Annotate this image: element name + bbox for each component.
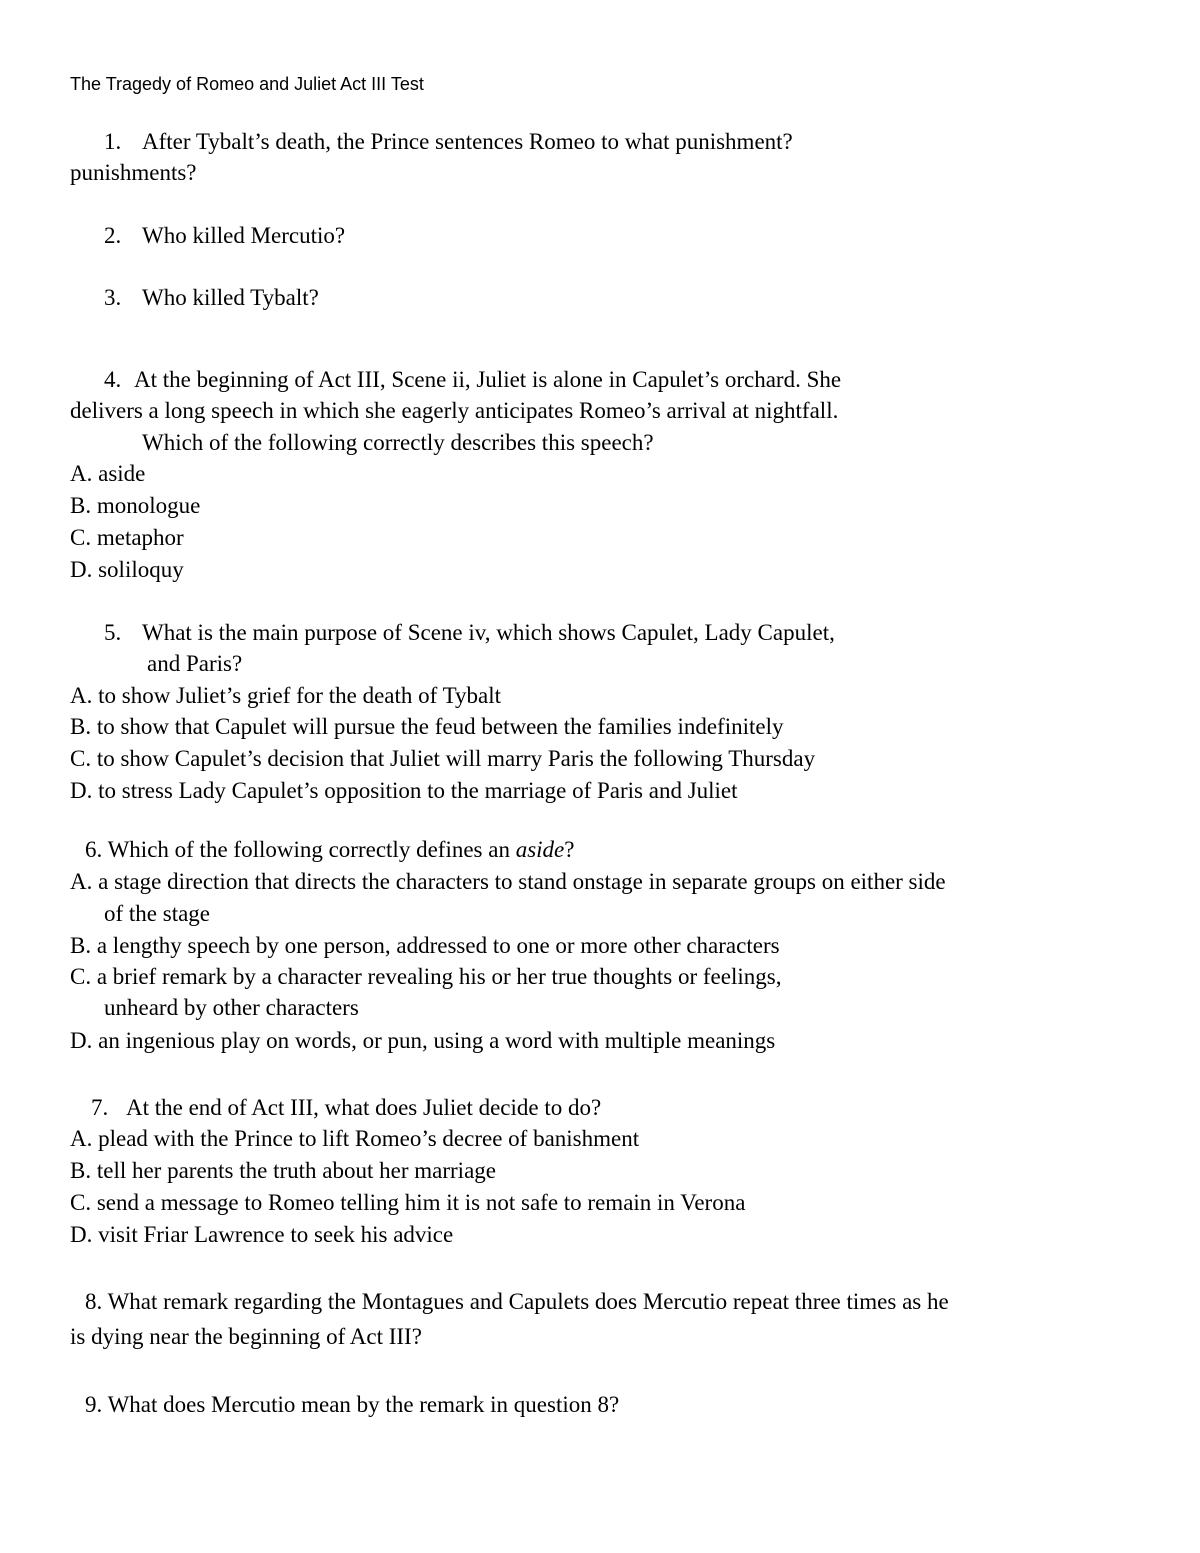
question-7-option-c: C. send a message to Romeo telling him it is not safe to remain in Verona <box>70 1190 746 1215</box>
question-8-prompt <box>85 1288 949 1316</box>
question-4-text-line2: delivers a long speech in which she eagerly anticipates Romeo’s arrival at nightfall. <box>70 398 839 423</box>
question-7-option-d: D. visit Friar Lawrence to seek his advice <box>70 1222 454 1247</box>
question-6-option-d: D. an ingenious play on words, or pun, using a word with multiple meanings <box>70 1028 776 1053</box>
question-1-number: 1. <box>104 129 122 154</box>
question-6-number: 6. <box>85 837 103 862</box>
question-3-number: 3. <box>104 285 122 310</box>
question-5-text: What is the main purpose of Scene iv, which shows Capulet, Lady Capulet, <box>142 620 835 645</box>
question-1-continuation: punishments? <box>70 160 197 185</box>
question-4-option-b: B. monologue <box>70 493 201 518</box>
question-7-option-b: B. tell her parents the truth about her marriage <box>70 1158 496 1183</box>
question-7-option-a: A. plead with the Prince to lift Romeo’s decree of banishment <box>70 1126 640 1151</box>
question-9-prompt <box>85 1391 619 1419</box>
question-2-number: 2. <box>104 223 122 248</box>
question-8-text-line2: is dying near the beginning of Act III? <box>70 1324 422 1349</box>
question-6-italic-term: aside <box>515 837 565 862</box>
question-4-option-d: D. soliloquy <box>70 557 184 582</box>
page-title: The Tragedy of Romeo and Juliet Act III Test <box>70 74 424 94</box>
question-4-number: 4. <box>104 367 122 392</box>
question-6-text-end: ? <box>564 837 575 862</box>
question-4-text-line3: Which of the following correctly describes this speech? <box>142 430 654 455</box>
question-7-number: 7. <box>91 1095 109 1120</box>
question-6-option-c: C. a brief remark by a character revealing his or her true thoughts or feelings, <box>70 964 782 989</box>
question-5-text-line2: and Paris? <box>147 651 243 676</box>
question-7-text: At the end of Act III, what does Juliet decide to do? <box>126 1095 602 1120</box>
question-2-text: Who killed Mercutio? <box>142 223 346 248</box>
question-8-number: 8. <box>85 1289 103 1314</box>
question-6-text: Which of the following correctly defines an <box>107 837 510 862</box>
question-6-option-c-continuation: unheard by other characters <box>104 995 359 1020</box>
question-9-number: 9. <box>85 1392 103 1417</box>
question-4-option-a: A. aside <box>70 461 146 486</box>
question-6-prompt <box>85 836 574 864</box>
question-5-option-a: A. to show Juliet’s grief for the death of Tybalt <box>70 683 502 708</box>
question-8-text: What remark regarding the Montagues and Capulets does Mercutio repeat three times as he <box>107 1289 949 1314</box>
question-3-text: Who killed Tybalt? <box>142 285 319 310</box>
question-6-option-a-continuation: of the stage <box>104 901 211 926</box>
question-6-option-a: A. a stage direction that directs the characters to stand onstage in separate groups on either side <box>70 869 946 894</box>
question-1-text: After Tybalt’s death, the Prince sentences Romeo to what punishment? <box>142 129 793 154</box>
question-5-option-b: B. to show that Capulet will pursue the feud between the families indefinitely <box>70 714 784 739</box>
question-4-text: At the beginning of Act III, Scene ii, Juliet is alone in Capulet’s orchard. She <box>134 367 842 392</box>
question-5-option-c: C. to show Capulet’s decision that Juliet will marry Paris the following Thursday <box>70 746 816 771</box>
question-9-text: What does Mercutio mean by the remark in question 8? <box>107 1392 620 1417</box>
question-6-option-b: B. a lengthy speech by one person, addressed to one or more other characters <box>70 933 780 958</box>
question-4-option-c: C. metaphor <box>70 525 184 550</box>
question-5-number: 5. <box>104 620 122 645</box>
question-5-option-d: D. to stress Lady Capulet’s opposition to the marriage of Paris and Juliet <box>70 778 738 803</box>
